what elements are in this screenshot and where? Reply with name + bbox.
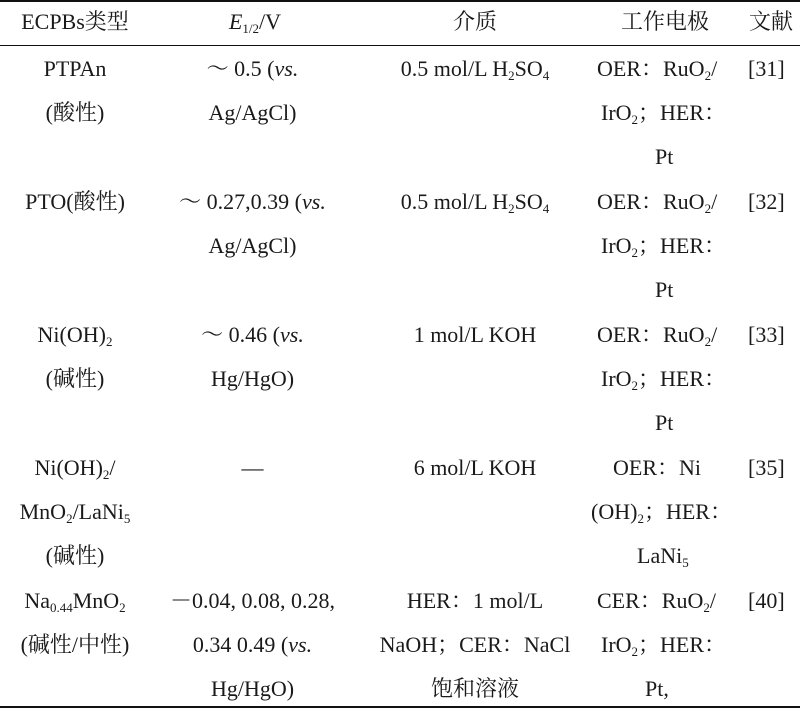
header-type: ECPBs类型 (21, 9, 129, 34)
table-row-2-potential: ～ 0.27,0.39 (vs. Ag/AgCl) (179, 189, 326, 258)
table-row-4-type: $Ni(OH)_2/$ MnO$_2$/LaNi$_5$ (碱性) (19, 455, 131, 568)
table-row-2-medium: 0.5 mol/L $H_2SO_4$ (400, 189, 550, 216)
table-row-3-ref: [33] (748, 322, 785, 347)
table-row-3-type: $Ni(OH)_2$ (碱性) (37, 322, 113, 391)
table-row-3-electrode: OER：RuO$_2$/ IrO$_2$；HER： Pt (597, 322, 727, 435)
table-row-1-electrode: OER：RuO$_2$/ IrO$_2$；HER： Pt (597, 56, 727, 169)
table-row-4-ref: [35] (748, 455, 785, 480)
table-row-4-medium: 6 mol/L KOH (413, 455, 537, 480)
table-row-4-potential: — (241, 455, 264, 480)
table-row-2-type: PTO(酸性) (25, 189, 125, 214)
table-row-5-potential: －0.04, 0.08, 0.28, 0.34 0.49 (vs. Hg/HgO) (169, 588, 335, 701)
table-row-3-potential: ～ 0.46 (vs. Hg/HgO) (201, 322, 304, 391)
table-row-5-ref: [40] (748, 588, 785, 613)
table-row-2-electrode: OER：RuO$_2$/ IrO$_2$；HER： Pt (597, 189, 727, 302)
header-rule (0, 45, 800, 46)
header-ref: 文献 (748, 9, 793, 34)
table-row-4-electrode: OER：Ni $(OH)_2$；HER： LaNi$_5$ (591, 455, 732, 570)
header-electrode: 工作电极 (620, 9, 709, 34)
table-row-5-type: $Na_{0.44}MnO_2$ (碱性/中性) (20, 588, 130, 657)
table-row-1-medium: 0.5 mol/L $H_2SO_4$ (400, 56, 550, 83)
table-row-1-potential: ～ 0.5 (vs. Ag/AgCl) (206, 56, 299, 125)
table-row-3-medium: 1 mol/L KOH (413, 322, 537, 347)
table-row-5-electrode: CER：RuO$_2$/ IrO$_2$；HER： Pt, (597, 588, 727, 701)
header-medium: 介质 (452, 9, 497, 34)
table-row-5-medium: HER：1 mol/L NaOH；CER：NaCl 饱和溶液 (379, 588, 571, 701)
table-row-1-type: PTPAn (酸性) (43, 56, 107, 125)
header-potential: $E_{1/2}/V$ (228, 9, 282, 36)
table-row-2-ref: [32] (748, 189, 785, 214)
table-row-1-ref: [31] (748, 56, 785, 81)
